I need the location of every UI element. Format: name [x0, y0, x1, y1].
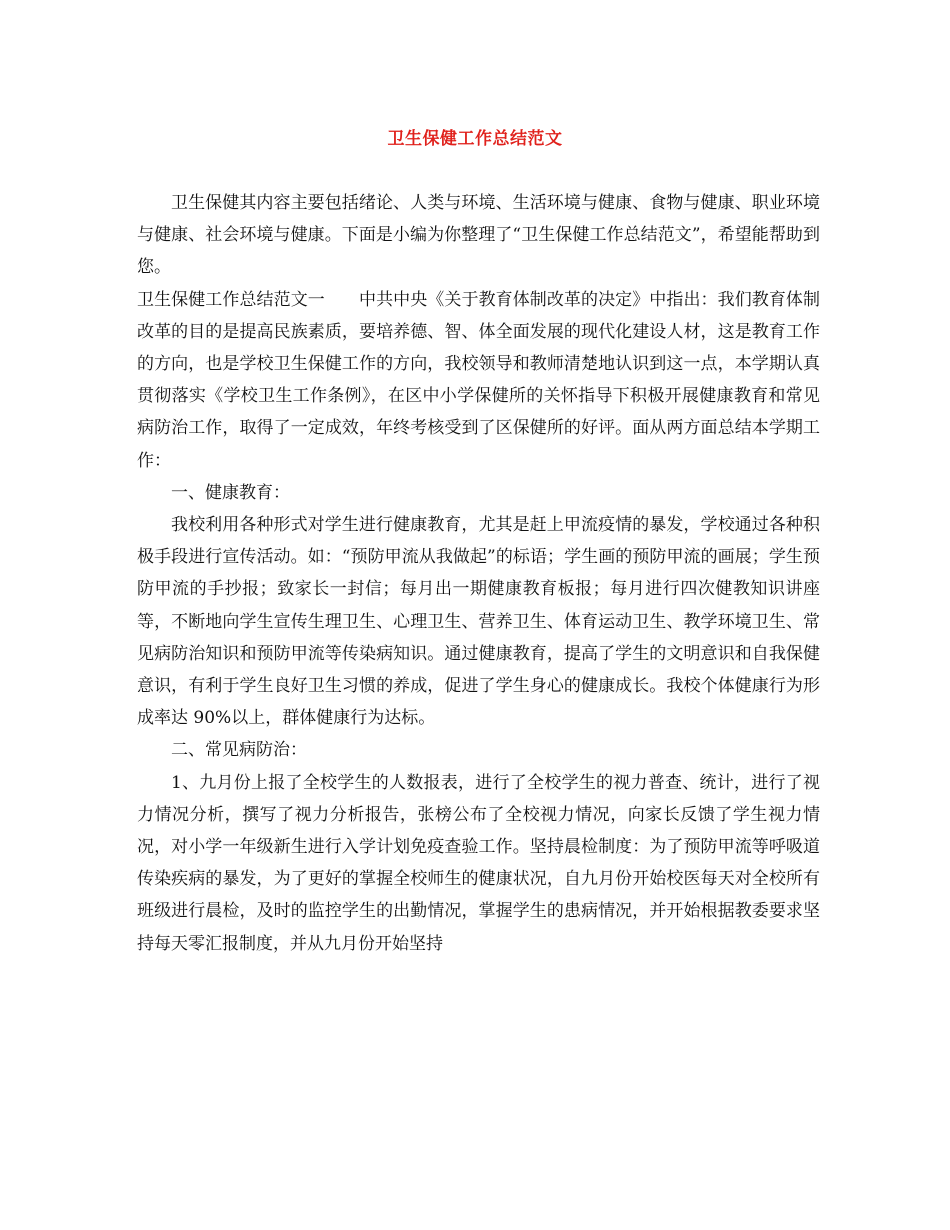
paragraph-article-one: 卫生保健工作总结范文一 中共中央《关于教育体制改革的决定》中指出：我们教育体制改革的目的是提高民族素质，要培养德、智、体全面发展的现代化建设人材，这是教育工作的方向，也是学校卫生保健工作的方向，我校领导和教师清楚地认识到这一点，本学期认真贯彻落实《学校卫生工作条例》，在区中小学保健所的关怀指导下积极开展健康教育和常见病防治工作，取得了一定成效，年终考核受到了区保健所的好评。面从两方面总结本学期工作： [137, 289, 820, 471]
section-heading-disease-prevention: 二、常见病防治： [171, 740, 307, 761]
paragraph-intro: 卫生保健其内容主要包括绪论、人类与环境、生活环境与健康、食物与健康、职业环境与健康、社会环境与健康。下面是小编为你整理了“卫生保健工作总结范文”，希望能帮助到您。 [137, 193, 820, 278]
paragraph-disease-prevention: 1、九月份上报了全校学生的人数报表，进行了全校学生的视力普查、统计，进行了视力情况分析，撰写了视力分析报告，张榜公布了全校视力情况，向家长反馈了学生视力情况，对小学一年级新生进行入学计划免疫查验工作。坚持晨检制度：为了预防甲流等呼吸道传染疾病的暴发，为了更好的掌握全校师生的健康状况，自九月份开始校医每天对全校所有班级进行晨检，及时的监控学生的出勤情况，掌握学生的患病情况，并开始根据教委要求坚持每天零汇报制度，并从九月份开始坚持 [137, 772, 820, 954]
document-body [137, 187, 820, 960]
document-title: 卫生保健工作总结范文 [387, 129, 563, 149]
section-heading-health-education: 一、健康教育： [171, 482, 290, 503]
paragraph-health-education: 我校利用各种形式对学生进行健康教育，尤其是赶上甲流疫情的暴发，学校通过各种积极手段进行宣传活动。如：“预防甲流从我做起”的标语；学生画的预防甲流的画展；学生预防甲流的手抄报；致家长一封信；每月出一期健康教育板报；每月进行四次健教知识讲座等，不断地向学生宣传生理卫生、心理卫生、营养卫生、体育运动卫生、教学环境卫生、常见病防治知识和预防甲流等传染病知识。通过健康教育，提高了学生的文明意识和自我保健意识，有利于学生良好卫生习惯的养成，促进了学生身心的健康成长。我校个体健康行为形成率达 90%以上，群体健康行为达标。 [137, 515, 820, 729]
